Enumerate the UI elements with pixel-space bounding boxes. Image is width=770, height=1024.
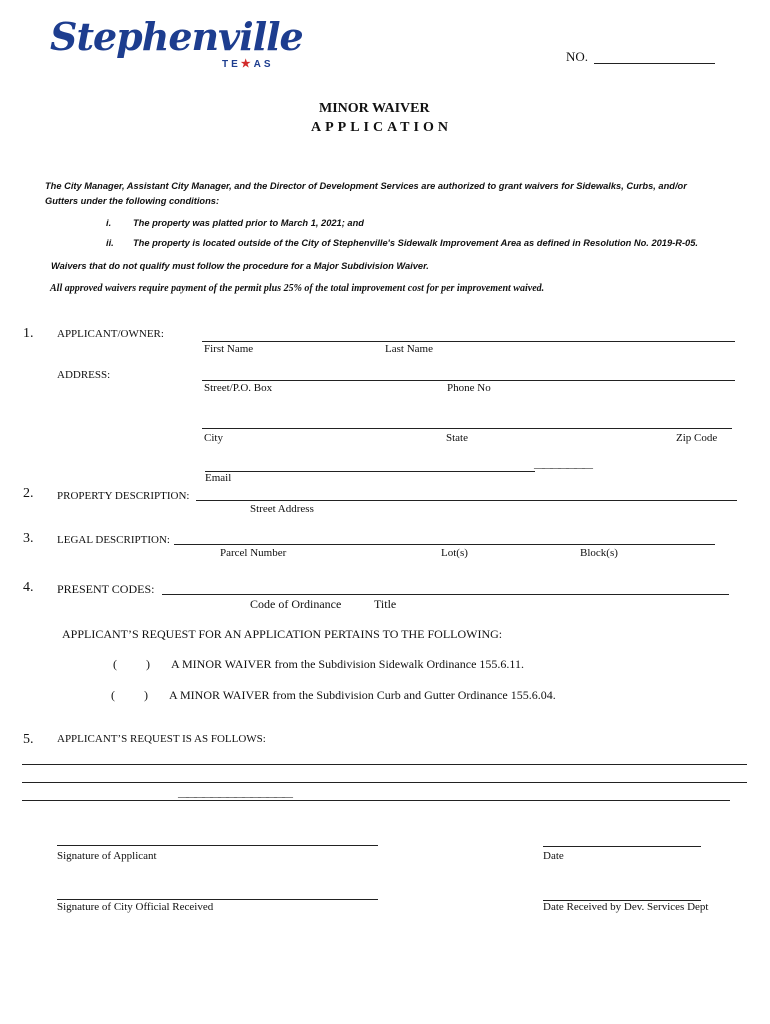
- option-1-label: A MINOR WAIVER from the Subdivision Sidewalk Ordinance 155.6.11.: [171, 657, 524, 671]
- form-number-field[interactable]: [594, 63, 715, 64]
- zip-label: Zip Code: [676, 432, 718, 444]
- form-title: MINOR WAIVER: [319, 101, 430, 116]
- property-description-field[interactable]: [196, 500, 737, 501]
- section-4-number: 4.: [23, 580, 34, 595]
- date-label: Date: [543, 850, 564, 862]
- address-label: ADDRESS:: [57, 369, 111, 381]
- city-state-zip-field[interactable]: [202, 428, 732, 429]
- section-5-number: 5.: [23, 732, 34, 747]
- intro-paragraph: The City Manager, Assistant City Manager, and the Director of Development Services are authorized to grant waivers for Sidewalks, Curbs, and/or: [45, 181, 687, 191]
- option-1-checkbox-open[interactable]: (: [113, 657, 117, 671]
- parcel-number-label: Parcel Number: [220, 547, 287, 559]
- last-name-label: Last Name: [385, 343, 433, 355]
- intro-paragraph-cont: Gutters under the following conditions:: [45, 196, 220, 206]
- first-name-label: First Name: [204, 343, 254, 355]
- request-heading: APPLICANT’S REQUEST FOR AN APPLICATION PERTAINS TO THE FOLLOWING:: [62, 627, 503, 641]
- form-subtitle: APPLICATION: [311, 120, 452, 135]
- date-field[interactable]: [543, 846, 701, 847]
- note-payment: All approved waivers require payment of the permit plus 25% of the total improvement cost for per improvement waived.: [50, 283, 545, 294]
- property-description-label: PROPERTY DESCRIPTION:: [57, 490, 190, 502]
- date-received-label: Date Received by Dev. Services Dept: [543, 901, 709, 913]
- note-major-waiver: Waivers that do not qualify must follow the procedure for a Major Subdivision Waiver.: [51, 261, 429, 271]
- logo-texas-right: AS: [253, 59, 274, 70]
- star-icon: ★: [240, 58, 254, 70]
- lots-label: Lot(s): [441, 547, 468, 559]
- street-label: Street/P.O. Box: [204, 382, 273, 394]
- applicant-name-field[interactable]: [202, 341, 735, 342]
- option-2-checkbox-close[interactable]: ): [144, 688, 148, 702]
- condition-2: The property is located outside of the City of Stephenville's Sidewalk Improvement Area as defined in Resolution No. 2019-R-05.: [133, 238, 698, 248]
- email-label: Email: [205, 472, 232, 484]
- applicant-signature-field[interactable]: [57, 845, 378, 846]
- blocks-label: Block(s): [580, 547, 618, 559]
- official-signature-label: Signature of City Official Received: [57, 901, 214, 913]
- street-phone-field[interactable]: [202, 380, 735, 381]
- applicant-signature-label: Signature of Applicant: [57, 850, 157, 862]
- present-codes-label: PRESENT CODES:: [57, 582, 155, 596]
- form-number-label: NO.: [566, 49, 589, 64]
- email-field[interactable]: [205, 471, 535, 472]
- section-3-number: 3.: [23, 531, 34, 546]
- title-label: Title: [374, 597, 397, 611]
- logo-texas: [222, 57, 274, 70]
- request-dashes: ——————————————: [178, 791, 290, 803]
- condition-2-num: ii.: [106, 238, 114, 248]
- code-of-ordinance-label: Code of Ordinance: [250, 597, 342, 611]
- logo-texas-left: TE: [222, 59, 241, 70]
- phone-label: Phone No: [447, 382, 491, 394]
- option-1-checkbox-close[interactable]: ): [146, 657, 150, 671]
- street-address-label: Street Address: [250, 503, 314, 515]
- city-label: City: [204, 432, 223, 444]
- legal-description-field[interactable]: [174, 544, 715, 545]
- applicant-owner-label: APPLICANT/OWNER:: [57, 328, 164, 340]
- official-signature-field[interactable]: [57, 899, 378, 900]
- option-2-checkbox-open[interactable]: (: [111, 688, 115, 702]
- legal-description-label: LEGAL DESCRIPTION:: [57, 534, 170, 546]
- condition-1-num: i.: [106, 218, 112, 228]
- condition-1: The property was platted prior to March 1, 2021; and: [133, 218, 364, 228]
- section-2-number: 2.: [23, 486, 34, 501]
- request-line-2[interactable]: [22, 782, 747, 783]
- request-line-3[interactable]: [22, 800, 730, 801]
- option-2-label: A MINOR WAIVER from the Subdivision Curb and Gutter Ordinance 155.6.04.: [169, 688, 556, 702]
- state-label: State: [446, 432, 468, 444]
- request-line-1[interactable]: [22, 764, 747, 765]
- present-codes-field[interactable]: [162, 594, 729, 595]
- email-dashes: ———————: [534, 462, 590, 474]
- section-1-number: 1.: [23, 326, 34, 341]
- stephenville-logo: Stephenville: [50, 14, 303, 59]
- request-follows-label: APPLICANT’S REQUEST IS AS FOLLOWS:: [57, 733, 266, 745]
